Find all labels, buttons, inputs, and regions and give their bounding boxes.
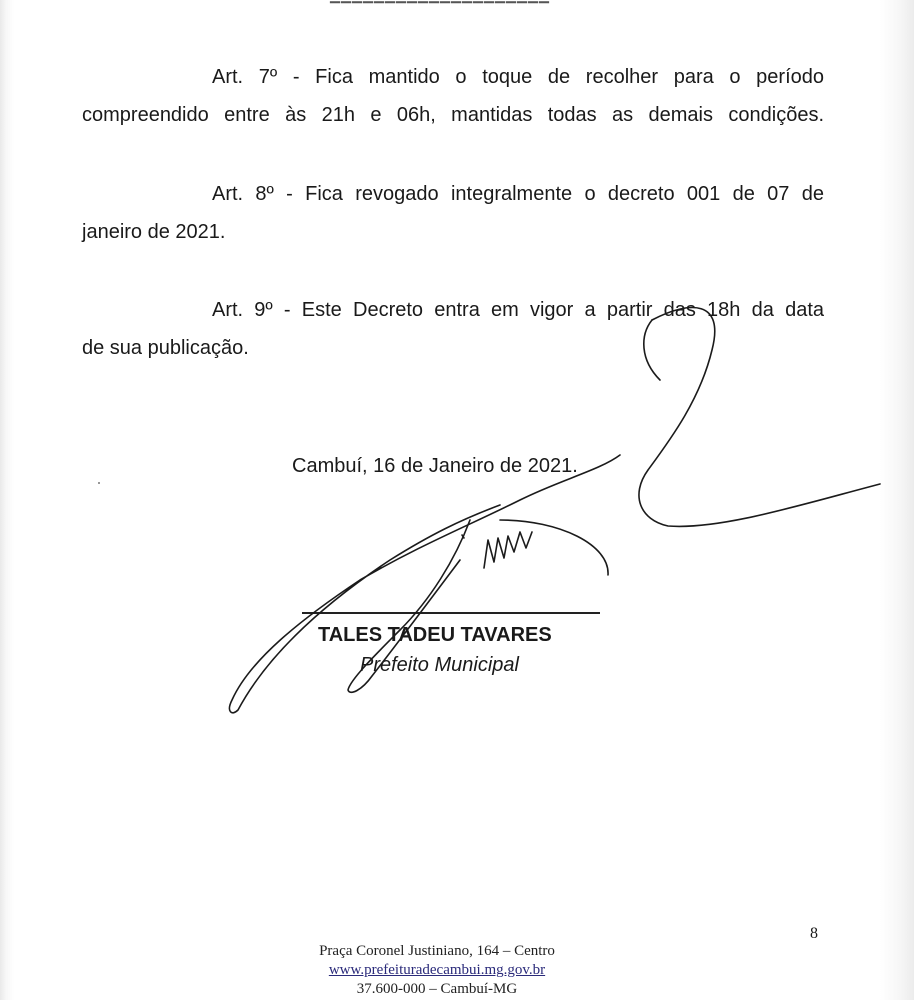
article-9 (82, 291, 824, 367)
article-7-line-1: Art. 7º - Fica mantido o toque de recolher para o período (212, 66, 824, 88)
footer-address: Praça Coronel Justiniano, 164 – Centro (319, 943, 555, 959)
city-date: Cambuí, 16 de Janeiro de 2021. (292, 455, 578, 477)
signer-name: TALES TADEU TAVARES (318, 624, 552, 646)
signature-line (302, 612, 600, 614)
scan-speck (98, 482, 100, 484)
footer-postal: 37.600-000 – Cambuí-MG (356, 981, 518, 997)
article-8 (82, 175, 824, 251)
article-9-line-1: Art. 9º - Este Decreto entra em vigor a partir das 18h da data (212, 299, 824, 321)
article-9-line-2: de sua publicação. (82, 337, 249, 359)
signer-role: Prefeito Municipal (360, 654, 519, 676)
footer (250, 942, 624, 999)
cropped-header-fragment (330, 0, 590, 2)
article-8-line-1: Art. 8º - Fica revogado integralmente o decreto 001 de 07 de (212, 183, 824, 205)
article-8-line-2: janeiro de 2021. (82, 221, 226, 243)
article-7 (82, 58, 824, 134)
page-number: 8 (810, 925, 818, 942)
article-7-line-2: compreendido entre às 21h e 06h, mantidas todas as demais condições. (82, 104, 824, 126)
footer-website-link[interactable]: www.prefeituradecambui.mg.gov.br (328, 962, 546, 978)
